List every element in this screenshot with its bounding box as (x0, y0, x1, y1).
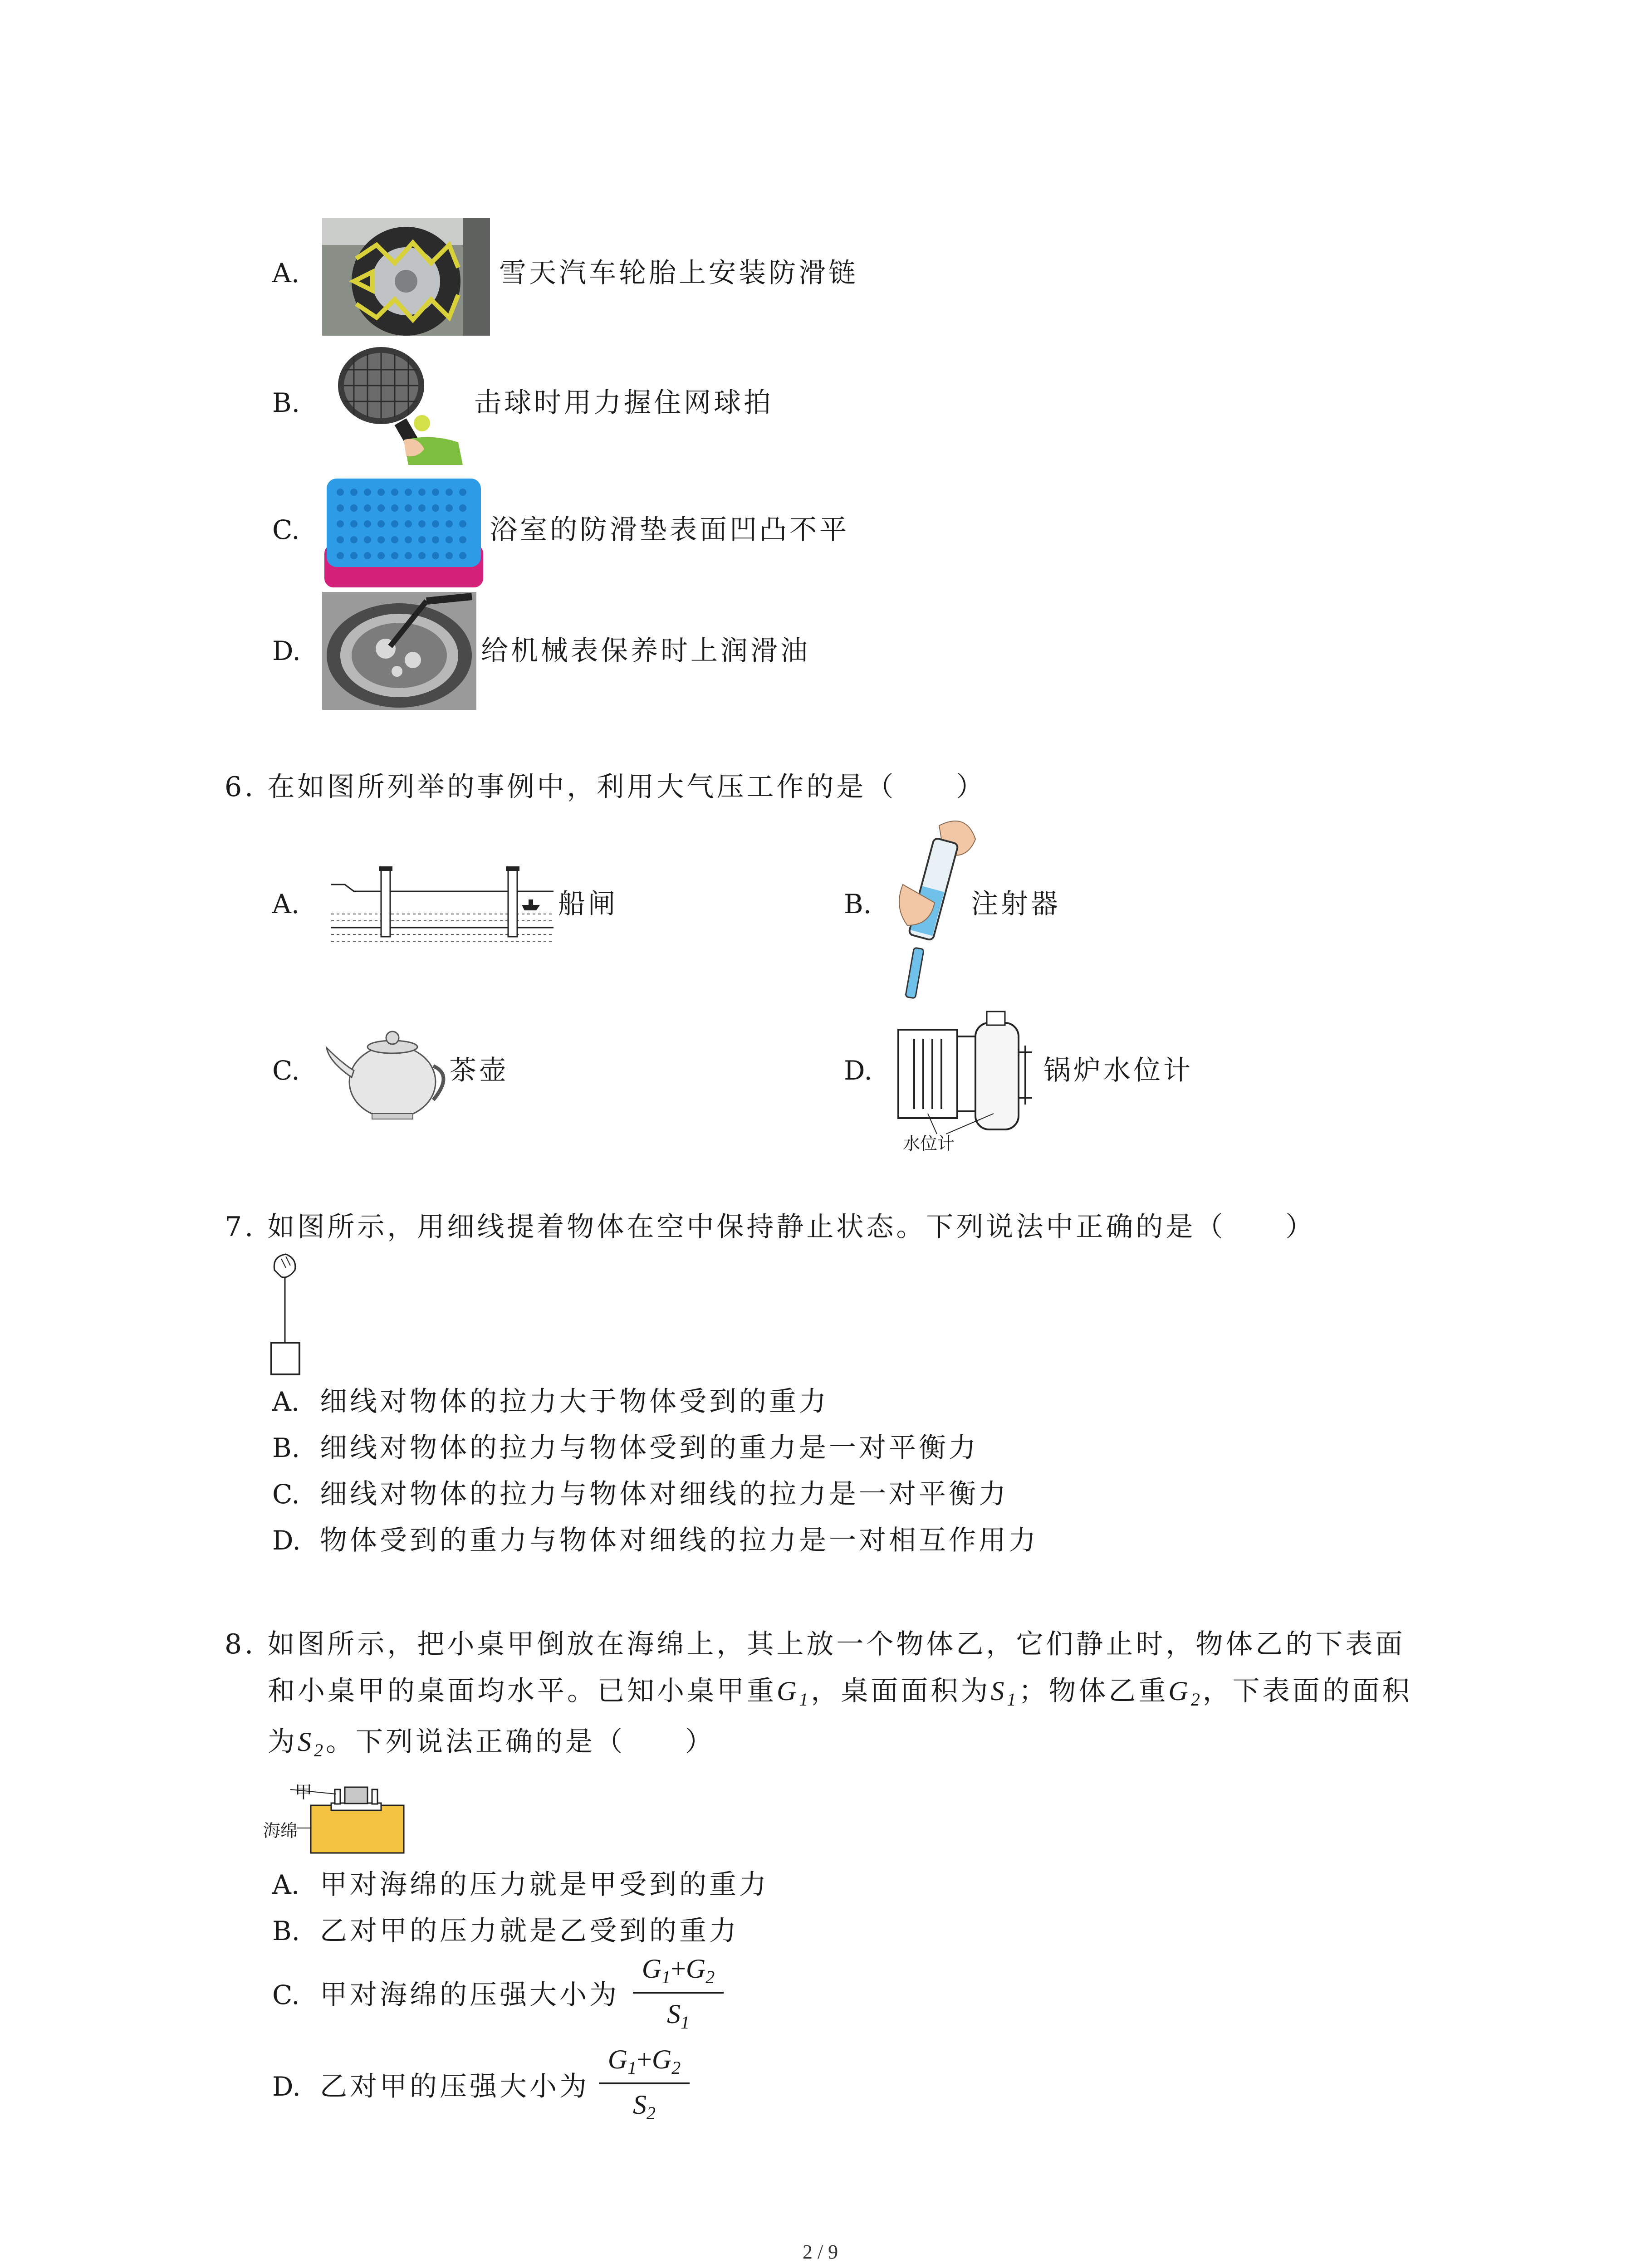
q8-stem-line3: 为$S_2$。下列说法正确的是（ ） (268, 1726, 715, 1760)
sponge-label: 海绵 (263, 1821, 298, 1841)
symbol-S2: $S_2$ (298, 1727, 326, 1760)
symbol-S1: $S_1$ (990, 1676, 1019, 1710)
q6-option-b-letter: B. (844, 889, 872, 919)
q8-option-a-text: 甲对海绵的压力就是甲受到的重力 (320, 1869, 769, 1901)
q8-option-b-text: 乙对甲的压力就是乙受到的重力 (320, 1915, 739, 1947)
q8-option-b-letter: B. (272, 1916, 300, 1946)
q8-option-d-text: 乙对甲的压强大小为 (320, 2071, 589, 2102)
q6-option-a-text: 船闸 (558, 888, 618, 920)
q7-option-d-letter: D. (272, 1525, 301, 1556)
symbol-G1: $G_1$ (777, 1676, 811, 1710)
hanging-object-diagram (268, 1252, 309, 1379)
q6-stem: 6. 在如图所列举的事例中，利用大气压工作的是（ ） (225, 771, 986, 803)
q5-option-d-letter: D. (272, 635, 301, 666)
q8-stem-line1: 8. 如图所示，把小桌甲倒放在海绵上，其上放一个物体乙，它们静止时，物体乙的下表面 (225, 1628, 1406, 1660)
table-label: 甲 (295, 1782, 313, 1802)
water-gauge-label: 水位计 (903, 1134, 955, 1154)
q8-option-c-text: 甲对海绵的压强大小为 (320, 1979, 619, 2011)
tire-chain-photo (322, 218, 490, 336)
q5-option-a-letter: A. (272, 258, 300, 288)
tennis-racket-photo (327, 342, 467, 469)
q8-option-a-letter: A. (272, 1869, 300, 1900)
q7-option-c-text: 细线对物体的拉力与物体对细线的拉力是一对平衡力 (320, 1478, 1009, 1510)
q7-option-c-letter: C. (272, 1479, 300, 1510)
syringe-photo (889, 812, 980, 1002)
table-sponge-diagram (263, 1778, 417, 1855)
q6-option-c-letter: C. (272, 1055, 300, 1086)
watch-oil-photo (322, 592, 476, 710)
fraction-option-d: $G_1+G_2$ $S_2$ (599, 2043, 690, 2130)
q8-option-c-letter: C. (272, 1980, 300, 2010)
q7-stem: 7. 如图所示，用细线提着物体在空中保持静止状态。下列说法中正确的是（ ） (225, 1211, 1316, 1243)
q6-option-b-text: 注射器 (971, 888, 1061, 920)
q5-option-a-text: 雪天汽车轮胎上安装防滑链 (499, 257, 858, 289)
fraction-option-c: $G_1+G_2$ $S_1$ (633, 1953, 724, 2039)
q5-option-b-text: 击球时用力握住网球拍 (474, 387, 774, 419)
q7-option-b-text: 细线对物体的拉力与物体受到的重力是一对平衡力 (320, 1432, 979, 1464)
teapot-photo (324, 1021, 447, 1123)
q6-option-a-letter: A. (272, 889, 300, 919)
page-number: 2 / 9 (802, 2241, 838, 2263)
q5-option-c-text: 浴室的防滑垫表面凹凸不平 (490, 514, 849, 546)
q5-option-b-letter: B. (272, 387, 300, 418)
q6-option-d-text: 锅炉水位计 (1043, 1055, 1193, 1086)
q6-option-c-text: 茶壶 (449, 1055, 509, 1086)
q6-option-d-letter: D. (844, 1055, 872, 1086)
q7-option-d-text: 物体受到的重力与物体对细线的拉力是一对相互作用力 (320, 1525, 1038, 1556)
q5-option-c-letter: C. (272, 514, 300, 545)
q5-option-d-text: 给机械表保养时上润滑油 (481, 635, 810, 667)
q8-stem-line2: 和小桌甲的桌面均水平。已知小桌甲重$G_1$，桌面面积为$S_1$；物体乙重$G_2$，下表面的面积 (268, 1675, 1412, 1710)
symbol-G2: $G_2$ (1168, 1676, 1203, 1710)
ship-lock-diagram (327, 860, 563, 950)
q7-option-a-text: 细线对物体的拉力大于物体受到的重力 (320, 1386, 829, 1418)
q7-option-b-letter: B. (272, 1432, 300, 1463)
boiler-water-gauge-diagram (896, 1005, 1041, 1154)
bath-mat-photo (322, 476, 485, 590)
q7-option-a-letter: A. (272, 1386, 300, 1417)
q8-option-d-letter: D. (272, 2071, 301, 2102)
